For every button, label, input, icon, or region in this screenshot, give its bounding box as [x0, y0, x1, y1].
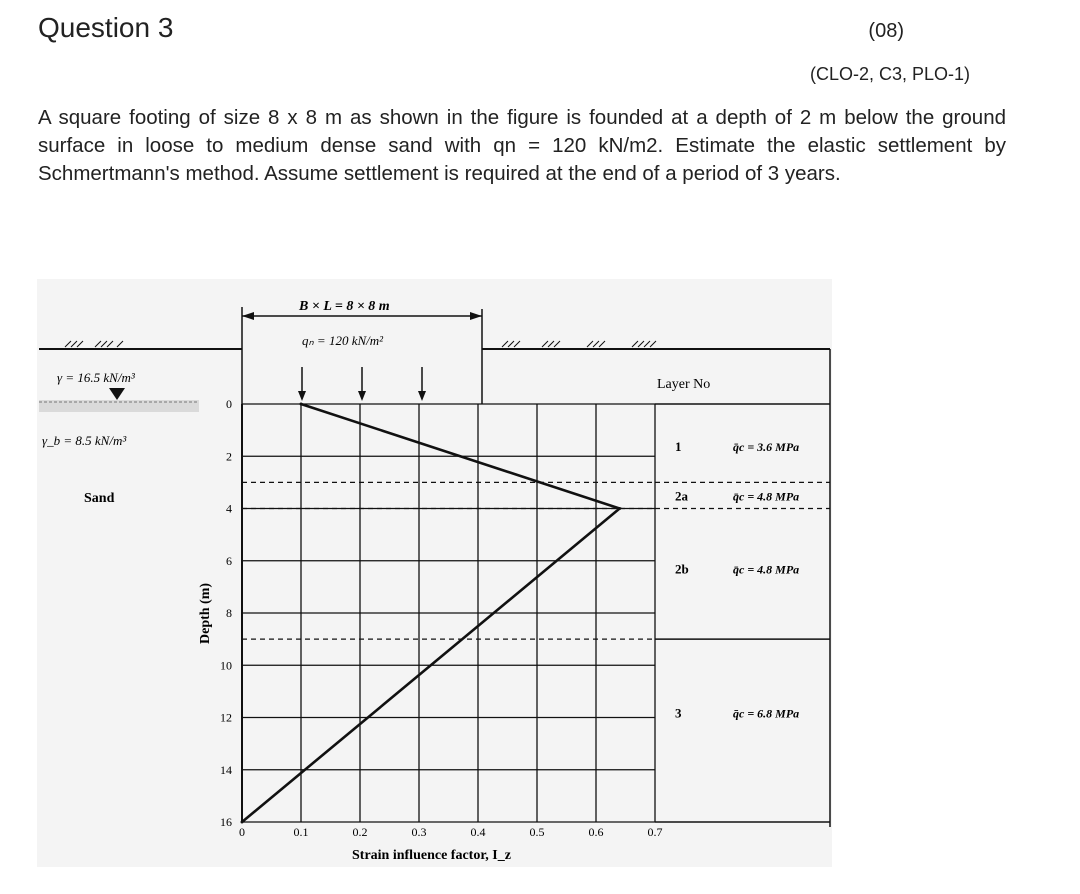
layer-table	[655, 404, 830, 822]
water-table-icon	[109, 388, 125, 400]
x-tick-label: 0.6	[588, 825, 604, 839]
y-tick-label: 0	[226, 397, 232, 411]
y-tick-label: 14	[220, 762, 232, 777]
influence-point	[241, 821, 244, 824]
figure	[37, 279, 832, 867]
question-text: A square footing of size 8 x 8 m as shown in the figure is founded at a depth of 2 m below the ground surface in loose to medium dense sand with qn = 120 kN/m2. Estimate the elastic settlement by Schmertmann's method. Assume settlement is required at the end of a period of 3 years.	[38, 106, 1006, 185]
load-arrow-heads	[298, 391, 426, 401]
layer-header: Layer No	[657, 377, 711, 392]
layer-qc: q̄c = 6.8 MPa	[733, 706, 800, 721]
y-tick-label: 16	[220, 815, 232, 829]
clo-label: (CLO-2, C3, PLO-1)	[809, 64, 970, 84]
grid	[242, 404, 655, 822]
layer-number: 2a	[675, 488, 688, 504]
sand-label: Sand	[84, 491, 115, 506]
y-tick-label: 6	[226, 553, 232, 568]
footing-size-label: B × L = 8 × 8 m	[299, 299, 390, 314]
x-tick-label: 0.4	[470, 825, 486, 839]
x-tick-label: 0.1	[293, 825, 309, 839]
gamma-b-label: γ_b = 8.5 kN/m³	[42, 433, 127, 448]
dim-arrow-left	[242, 312, 254, 320]
y-tick-label: 2	[226, 449, 232, 464]
influence-point	[618, 507, 621, 510]
layer-qc: q̄c = 4.8 MPa	[733, 489, 800, 504]
x-axis-label: Strain influence factor, I_z	[352, 848, 511, 863]
layer-qc: q̄c = 4.8 MPa	[733, 562, 800, 577]
layer-number: 1	[675, 438, 682, 454]
question-title: Question 3	[38, 12, 174, 43]
x-tick-label: 0.7	[647, 825, 663, 839]
layer-number: 2b	[675, 561, 689, 577]
y-tick-label: 12	[220, 710, 232, 725]
x-tick-label: 0.2	[352, 825, 368, 839]
marks-label: (08)	[868, 20, 904, 42]
load-arrows	[302, 367, 422, 395]
y-tick-label: 4	[226, 501, 232, 516]
layer-number: 3	[675, 705, 682, 721]
influence-diagram	[37, 279, 832, 867]
y-tick-label: 8	[226, 606, 232, 620]
y-tick-label: 10	[220, 658, 232, 673]
influence-point	[300, 403, 303, 406]
gamma-label: γ = 16.5 kN/m³	[57, 370, 135, 385]
x-tick-label: 0	[239, 825, 245, 839]
x-tick-label: 0.5	[529, 825, 545, 839]
y-axis-label: Depth (m)	[198, 582, 213, 644]
layer-qc: q̄c = 3.6 MPa	[733, 439, 800, 454]
load-label: qₙ = 120 kN/m²	[302, 333, 384, 348]
x-tick-label: 0.3	[411, 825, 427, 839]
dim-arrow-right	[470, 312, 482, 320]
